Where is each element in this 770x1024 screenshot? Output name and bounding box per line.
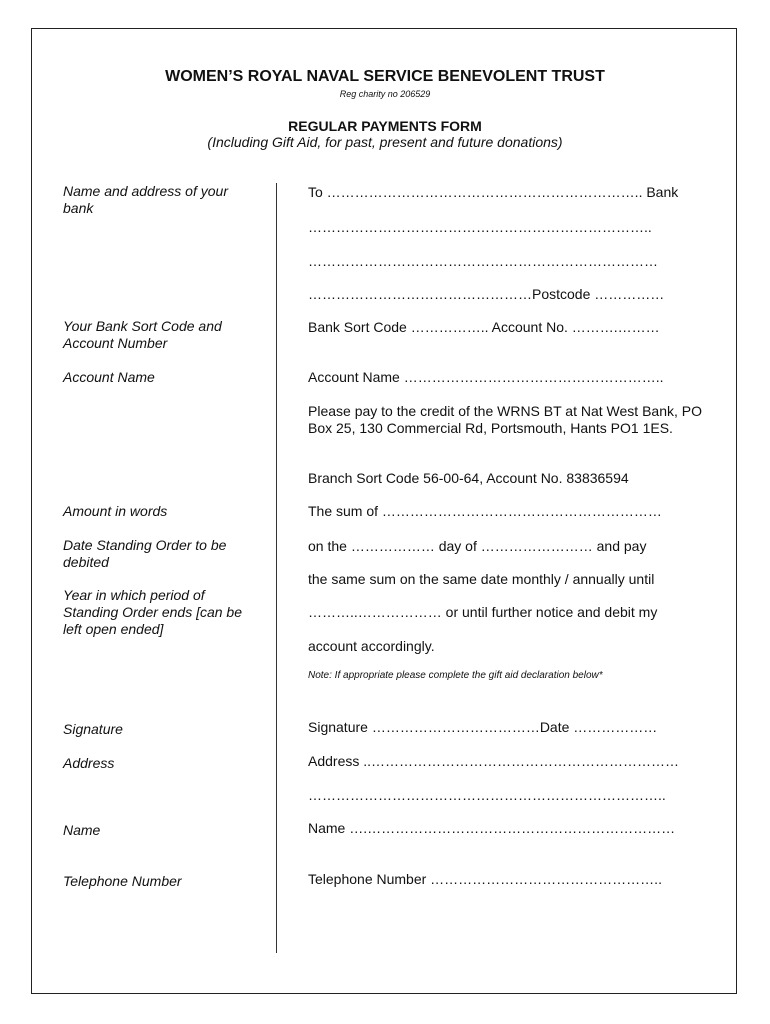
- label-name: Name: [63, 822, 101, 838]
- sum-of-field[interactable]: The sum of ……………………………………………………: [308, 503, 662, 519]
- address-field[interactable]: Address ..…………………………………………………………: [308, 753, 680, 769]
- until-further-field[interactable]: ………..……………… or until further notice and debit my: [308, 604, 658, 620]
- label-bank-name-address: Name and address of your bank: [63, 183, 228, 216]
- label-signature: Signature: [63, 721, 123, 737]
- label-date-debited: Date Standing Order to be debited: [63, 537, 227, 570]
- account-name-field[interactable]: Account Name ………………………………………………..: [308, 369, 664, 385]
- bank-address-line-3[interactable]: …………………………………………………………………: [308, 253, 658, 269]
- address-line-2-field[interactable]: …………………………………………………………………..: [308, 787, 666, 803]
- same-sum-text: the same sum on the same date monthly / annually until: [308, 571, 655, 587]
- postcode-field[interactable]: …………………………………………Postcode ……………: [308, 286, 665, 302]
- to-bank-field[interactable]: To ………………………………………………………….. Bank: [308, 184, 679, 200]
- form-subtitle: (Including Gift Aid, for past, present and future donations): [207, 134, 563, 150]
- name-field[interactable]: Name ….…………………………………………………………: [308, 820, 676, 836]
- signature-date-field[interactable]: Signature ………………………………Date ………………: [308, 719, 658, 735]
- gift-aid-note: Note: If appropriate please complete the gift aid declaration below*: [308, 670, 603, 681]
- label-amount-in-words: Amount in words: [63, 503, 168, 519]
- pay-instruction-text: Please pay to the credit of the WRNS BT at Nat West Bank, PO Box 25, 130 Commercial Rd, Portsmouth, Hants PO1 1ES.: [308, 403, 702, 436]
- label-account-name: Account Name: [63, 369, 155, 385]
- label-sort-code-account: Your Bank Sort Code and Account Number: [63, 318, 222, 351]
- page-title: WOMEN’S ROYAL NAVAL SERVICE BENEVOLENT TRUST: [165, 68, 605, 85]
- form-title: REGULAR PAYMENTS FORM: [288, 118, 482, 134]
- label-telephone: Telephone Number: [63, 873, 182, 889]
- reg-charity-number: Reg charity no 206529: [339, 89, 431, 99]
- bank-address-line-2[interactable]: ………………………………………………………………..: [308, 219, 652, 235]
- sort-code-account-field[interactable]: Bank Sort Code …………….. Account No. ……….………: [308, 319, 660, 335]
- column-divider: [276, 183, 277, 953]
- telephone-field[interactable]: Telephone Number …………………………………………..: [308, 871, 662, 887]
- branch-sort-code-text: Branch Sort Code 56-00-64, Account No. 83836594: [308, 470, 629, 486]
- label-year-ends: Year in which period of Standing Order ends [can be left open ended]: [63, 587, 243, 637]
- label-address: Address: [63, 755, 115, 771]
- on-the-day-field[interactable]: on the ……………… day of …………………… and pay: [308, 538, 647, 554]
- accordingly-text: account accordingly.: [308, 638, 435, 654]
